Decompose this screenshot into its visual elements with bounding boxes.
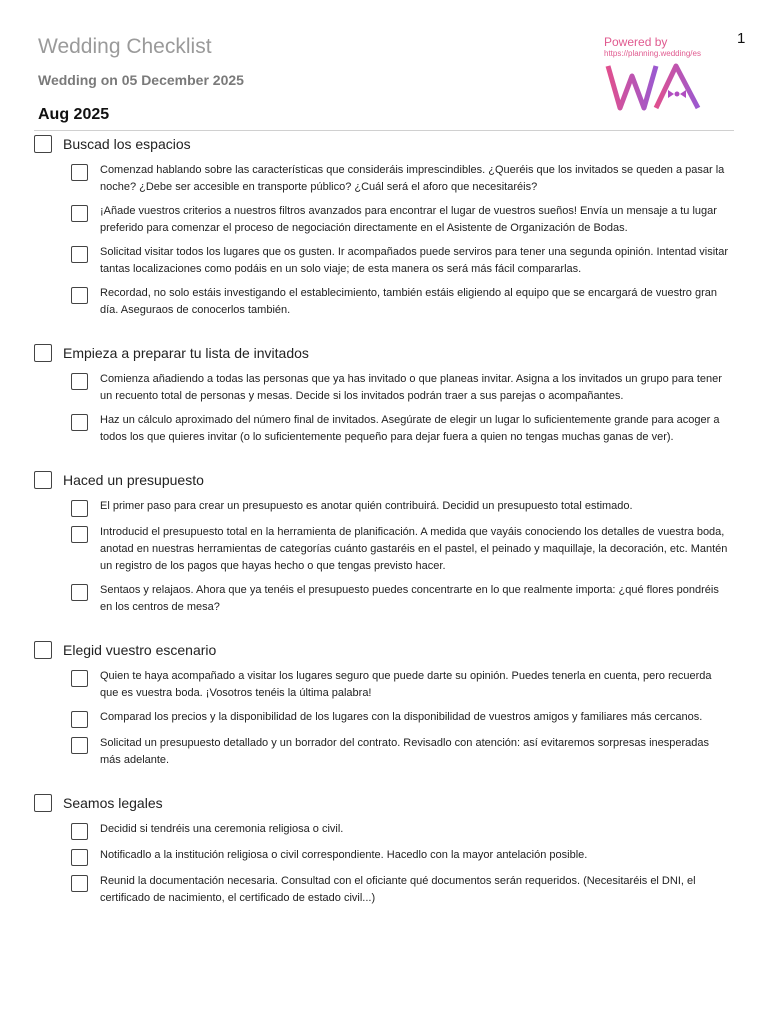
subtask-checkbox[interactable] (71, 373, 88, 390)
brand-url: https://planning.wedding/es (604, 49, 701, 58)
subtask-text: Sentaos y relajaos. Ahora que ya tenéis el presupuesto puedes concentrarte en lo que realmente importa: ¿qué flores pondréis en los centros de mesa? (100, 584, 719, 613)
subtask-item (71, 498, 730, 517)
page-number: 1 (737, 30, 746, 47)
subtask-checkbox[interactable] (71, 246, 88, 263)
task-row (34, 340, 730, 364)
subtask-checkbox[interactable] (71, 500, 88, 517)
subtask-text: Quien te haya acompañado a visitar los lugares seguro que puede darte su opinión. Puedes tenerla en cuenta, pero recuerda que es vuestra boda. ¡Vosotros tenéis la última palabra! (100, 670, 712, 699)
task-checkbox[interactable] (34, 471, 52, 489)
subtask-item (71, 668, 730, 702)
subtask-checkbox[interactable] (71, 670, 88, 687)
subtask-checkbox[interactable] (71, 205, 88, 222)
subtask-item (71, 203, 730, 237)
task-label: Empieza a preparar tu lista de invitados (63, 345, 309, 361)
subtask-item (71, 244, 730, 278)
subtask-text: El primer paso para crear un presupuesto es anotar quién contribuirá. Decidid un presupuesto total estimado. (100, 500, 633, 512)
wedding-logo-icon (604, 62, 704, 114)
subtask-text: Solicitad visitar todos los lugares que os gusten. Ir acompañados puede serviros para tener una segunda opinión. Intentad visitar tantas localizaciones como podáis en un solo viaje; de esta manera os será más fácil compararlas. (100, 246, 728, 275)
subtask-item (71, 524, 730, 575)
task-label: Buscad los espacios (63, 136, 191, 152)
page-title: Wedding Checklist (38, 35, 212, 58)
powered-by-label: Powered by (604, 35, 668, 49)
month-heading: Aug 2025 (38, 106, 110, 123)
subtask-checkbox[interactable] (71, 526, 88, 543)
subtask-item (71, 821, 730, 840)
subtask-checkbox[interactable] (71, 584, 88, 601)
subtask-item (71, 412, 730, 446)
task-checkbox[interactable] (34, 344, 52, 362)
subtask-item (71, 582, 730, 616)
task-row (34, 790, 730, 814)
subtask-checkbox[interactable] (71, 875, 88, 892)
subtask-checkbox[interactable] (71, 414, 88, 431)
task-row (34, 637, 730, 661)
subtask-item (71, 847, 730, 866)
subtask-text: ¡Añade vuestros criterios a nuestros filtros avanzados para encontrar el lugar de vuestros sueños! Envía un mensaje a tu lugar preferido para comenzar el proceso de negociación directamente en el Asistente de Organización de Bodas. (100, 205, 717, 234)
subtask-item (71, 371, 730, 405)
task-row (34, 467, 730, 491)
wedding-date-subtitle: Wedding on 05 December 2025 (38, 72, 244, 88)
subtask-text: Recordad, no solo estáis investigando el establecimiento, también estáis eligiendo al equipo que se encargará de vuestro gran día. Aseguraos de conocerlos también. (100, 287, 717, 316)
task-label: Haced un presupuesto (63, 472, 204, 488)
task-section (34, 637, 730, 769)
task-section (34, 467, 730, 616)
subtask-item (71, 735, 730, 769)
task-label: Elegid vuestro escenario (63, 642, 217, 658)
subtask-item (71, 162, 730, 196)
subtask-text: Comenzad hablando sobre las características que consideráis imprescindibles. ¿Queréis que los invitados se queden a pasar la noche? ¿Debe ser accesible en transporte público? ¿Cuál será el aforo que necesitaréis? (100, 164, 725, 193)
brand-block (604, 36, 724, 116)
subtask-item (71, 873, 730, 907)
subtask-text: Haz un cálculo aproximado del número final de invitados. Asegúrate de elegir un lugar lo suficientemente grande para acoger a todos los que quieres invitar (o lo suficientemente pequeño para dejar fuera a quien no tengas muchas ganas de ver). (100, 414, 720, 443)
subtask-checkbox[interactable] (71, 823, 88, 840)
task-checkbox[interactable] (34, 794, 52, 812)
task-row (34, 131, 730, 155)
subtask-checkbox[interactable] (71, 737, 88, 754)
subtask-text: Reunid la documentación necesaria. Consultad con el oficiante qué documentos serán requeridos. (Necesitaréis el DNI, el certificado de nacimiento, el certificado de estado civil...) (100, 875, 696, 904)
task-label: Seamos legales (63, 795, 163, 811)
task-checkbox[interactable] (34, 135, 52, 153)
subtask-checkbox[interactable] (71, 287, 88, 304)
task-section (34, 790, 730, 907)
task-section (34, 131, 730, 319)
subtask-checkbox[interactable] (71, 711, 88, 728)
subtask-text: Decidid si tendréis una ceremonia religiosa o civil. (100, 823, 344, 835)
subtask-checkbox[interactable] (71, 164, 88, 181)
subtask-checkbox[interactable] (71, 849, 88, 866)
subtask-text: Introducid el presupuesto total en la herramienta de planificación. A medida que vayáis conociendo los detalles de vuestra boda, anotad en nuestras herramientas de categorías cuánto gastaréis en el pastel, el peinado y maquillaje, la decoración, etc. Mantén un registro de los pagos que hayas hecho o que tengas previsto hacer. (100, 526, 728, 572)
task-checkbox[interactable] (34, 641, 52, 659)
subtask-text: Solicitad un presupuesto detallado y un borrador del contrato. Revisadlo con atención: así evitaremos sorpresas inesperadas más adelante. (100, 737, 710, 766)
task-section (34, 340, 730, 446)
subtask-text: Notificadlo a la institución religiosa o civil correspondiente. Hacedlo con la mayor antelación posible. (100, 849, 588, 861)
subtask-item (71, 285, 730, 319)
subtask-item (71, 709, 730, 728)
subtask-text: Comparad los precios y la disponibilidad de los lugares con la disponibilidad de vuestros amigos y familiares más cercanos. (100, 711, 703, 723)
subtask-text: Comienza añadiendo a todas las personas que ya has invitado o que planeas invitar. Asigna a los invitados un grupo para tener un recuento total de personas y mesas. Decide si los invitados podrán traer a sus parejas o acompañantes. (100, 373, 722, 402)
checklist (34, 131, 730, 928)
